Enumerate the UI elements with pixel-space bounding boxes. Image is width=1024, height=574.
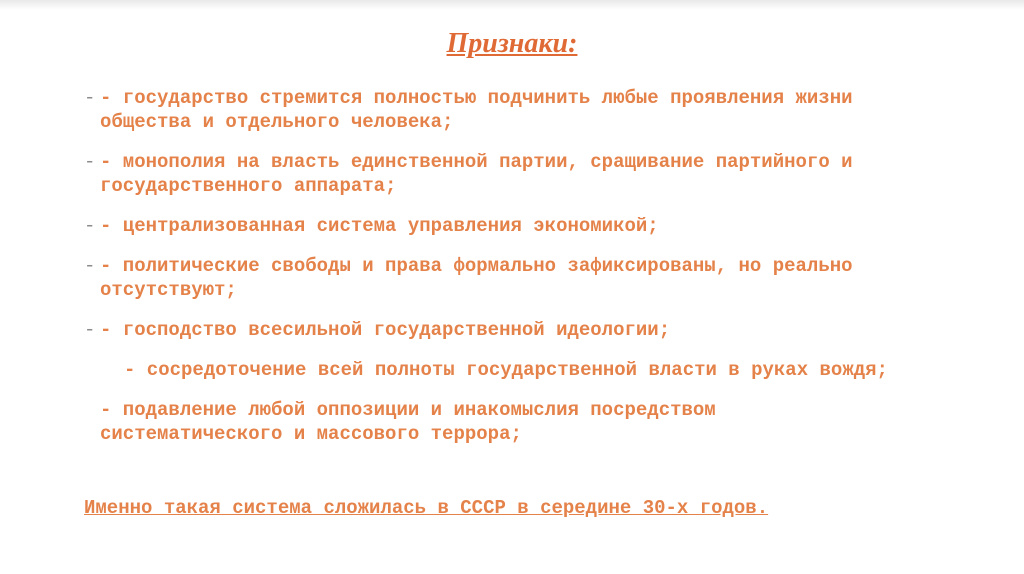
slide-title: Признаки: [446,28,578,59]
list-item [84,318,904,342]
list-item [84,86,904,134]
features-list [84,86,904,462]
list-item-text: - монополия на власть единственной партии, сращивание партийного и государственного аппарата; [100,151,853,197]
list-item [84,150,904,198]
list-item-text: - подавление любой оппозиции и инакомыслия посредством систематического и массового террора; [100,399,716,445]
list-item-text: - централизованная система управления экономикой; [100,215,659,237]
bullet-dash: - [84,151,96,173]
list-item [84,254,904,302]
bullet-dash: - [84,319,96,341]
bullet-dash: - [84,255,96,277]
list-item-text: - политические свободы и права формально зафиксированы, но реально отсутствуют; [100,255,853,301]
conclusion-text: Именно такая система сложилась в СССР в середине 30-х годов. [84,497,769,519]
slide-top-shade [0,0,1024,10]
list-item-text: - государство стремится полностью подчинить любые проявления жизни общества и отдельного человека; [100,87,853,133]
bullet-dash: - [84,215,96,237]
list-item [84,398,904,446]
list-item-text: - господство всесильной государственной идеологии; [100,319,671,341]
bullet-dash: - [84,87,96,109]
list-item [84,358,904,382]
list-item [84,214,904,238]
list-item-text: - сосредоточение всей полноты государственной власти в руках вождя; [124,359,888,381]
